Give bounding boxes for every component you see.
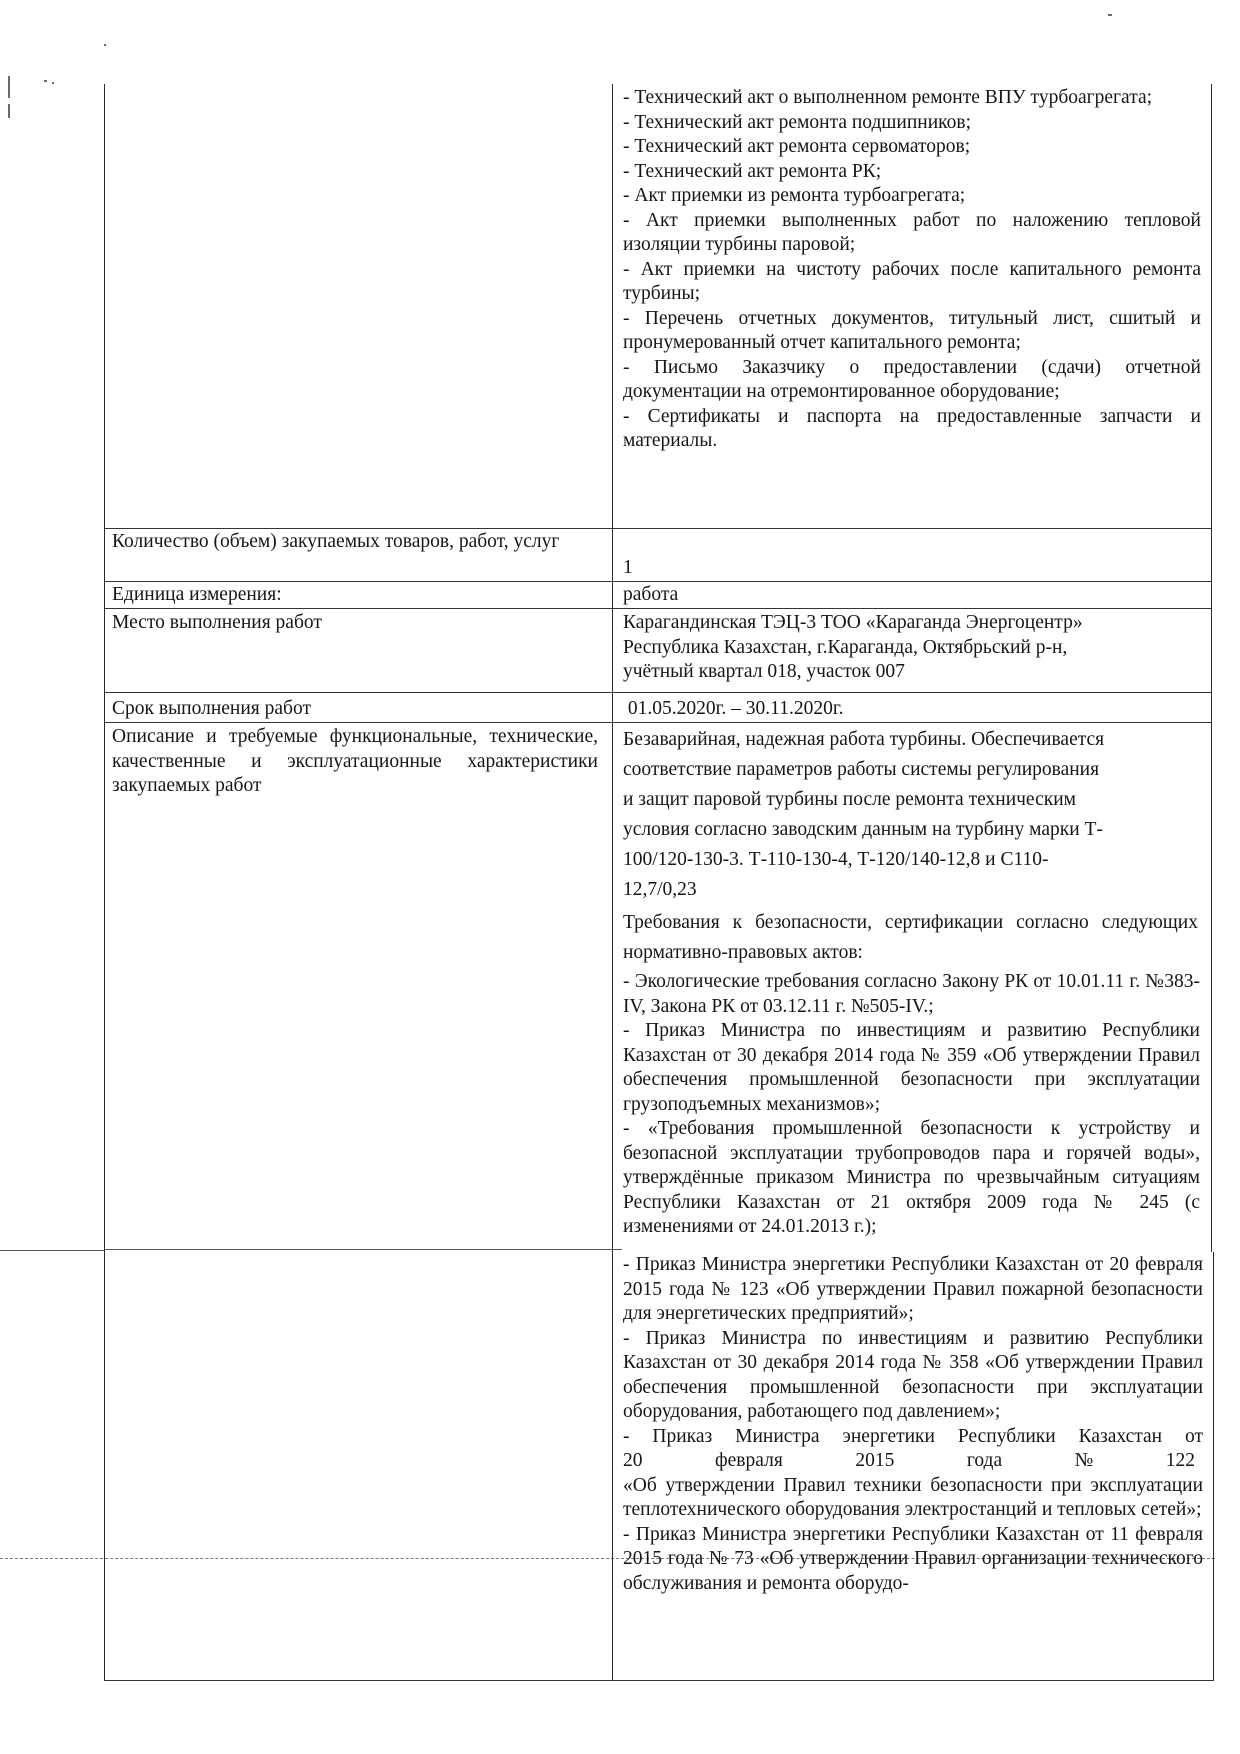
place-label-text: Место выполнения работ xyxy=(112,612,322,633)
description-line: и защит паровой турбины после ремонта техническим xyxy=(623,789,1076,810)
table-border-right xyxy=(1211,84,1212,1252)
scan-speck xyxy=(52,82,54,84)
regulation-item: - Приказ Министра по инвестициям и развитию Республики Казахстан от 30 декабря 2014 года № 358 «Об утверждении Правил обеспечения промышленной безопасности при эксплуатации оборудования, работающего под давлением»; xyxy=(623,1327,1203,1422)
unit-value-text: работа xyxy=(623,584,679,605)
term-label-text: Срок выполнения работ xyxy=(112,698,311,719)
regulation-word: 122 xyxy=(1165,1450,1195,1471)
acts-item: - Технический акт ремонта РК; xyxy=(623,160,882,182)
regulations-list-lower xyxy=(623,1253,1203,1596)
regulation-item: - «Требования промышленной безопасности к устройству и безопасной эксплуатации трубопроводов пара и горячей воды», утверждённые приказом Министра по чрезвычайным ситуациям Республики Казахстан от 21 октября 2009 года № 245 (с изменениями от 24.01.2013 г.); xyxy=(623,1118,1200,1237)
scan-speck xyxy=(8,76,10,98)
table-column-divider xyxy=(612,84,613,1680)
scan-speck xyxy=(44,80,47,82)
fold-line xyxy=(104,1249,622,1250)
place-value-line: Республика Казахстан, г.Караганда, Октябрьский р-н, xyxy=(623,636,1068,658)
row-divider xyxy=(104,608,1212,609)
row-divider xyxy=(104,528,1212,529)
row-divider xyxy=(104,692,1212,693)
term-label xyxy=(112,697,592,722)
description-line: 100/120-130-3. Т-110-130-4, Т-120/140-12,8 и С110- xyxy=(623,849,1049,870)
description-para1 xyxy=(623,725,1183,905)
row-divider xyxy=(104,581,1212,582)
place-value-line: учётный квартал 018, участок 007 xyxy=(623,661,905,682)
safety-requirements-intro: Требования к безопасности, сертификации согласно следующих нормативно-правовых актов: xyxy=(623,912,1198,963)
regulations-list-upper xyxy=(623,970,1200,1240)
description-line: условия согласно заводским данным на турбину марки Т- xyxy=(623,819,1103,840)
regulation-item: - Приказ Министра энергетики Республики Казахстан от 11 февраля 2015 года № 73 «Об утверждении Правил организации технического обслуживания и ремонта оборудо- xyxy=(623,1523,1203,1594)
quantity-value xyxy=(623,556,1201,581)
description-line: Безаварийная, надежная работа турбины. Обеспечивается xyxy=(623,729,1105,750)
regulation-item: - Экологические требования согласно Закону РК от 10.01.11 г. №383-IV, Закона РК от 03.12.11 г. №505-IV.; xyxy=(623,971,1200,1017)
unit-label-text: Единица измерения: xyxy=(112,584,282,605)
acts-item: - Технический акт ремонта сервоматоров; xyxy=(623,136,971,157)
scan-speck xyxy=(8,104,10,118)
description-line: соответствие параметров работы системы регулирования xyxy=(623,759,1100,780)
quantity-label xyxy=(112,530,592,555)
regulation-word: года xyxy=(966,1450,1003,1471)
quantity-label-text: Количество (объем) закупаемых товаров, работ, услуг xyxy=(112,531,560,552)
term-value xyxy=(623,697,1201,722)
regulation-item-spread-line xyxy=(623,1449,1203,1474)
regulation-word: 2015 xyxy=(855,1450,895,1471)
acts-item: - Акт приемки на чистоту рабочих после капитального ремонта турбины; xyxy=(623,258,1201,304)
term-value-text: 01.05.2020г. – 30.11.2020г. xyxy=(623,698,844,719)
acts-item: - Технический акт ремонта подшипников; xyxy=(623,111,972,133)
place-label xyxy=(112,611,592,636)
acts-item: - Акт приемки из ремонта турбоагрегата; xyxy=(623,185,966,206)
table-border-bottom xyxy=(104,1680,1214,1681)
regulation-item: «Об утверждении Правил техники безопасности при эксплуатации теплотехнического оборудования электростанций и тепловых сетей»; xyxy=(623,1474,1203,1520)
description-para2 xyxy=(623,908,1198,968)
table-border-right-lower xyxy=(1213,1252,1214,1680)
description-label-text: Описание и требуемые функциональные, технические, качественные и эксплуатационные характеристики закупаемых работ xyxy=(112,726,598,796)
description-label xyxy=(112,725,598,799)
description-line: 12,7/0,23 xyxy=(623,879,697,900)
fold-line xyxy=(0,1250,104,1251)
regulation-item: - Приказ Министра энергетики Республики Казахстан от 20 февраля 2015 года № 123 «Об утверждении Правил пожарной безопасности для энергетических предприятий»; xyxy=(623,1254,1203,1324)
acts-item: - Технический акт о выполненном ремонте ВПУ турбоагрегата; xyxy=(623,87,1153,108)
place-value-line: Карагандинская ТЭЦ-3 ТОО «Караганда Энергоцентр» xyxy=(623,612,1083,633)
acts-list xyxy=(623,86,1201,454)
regulation-item-line: - Приказ Министра энергетики Республики Казахстан от xyxy=(623,1425,1203,1447)
acts-item: - Акт приемки выполненных работ по наложению тепловой изоляции турбины паровой; xyxy=(623,209,1201,255)
regulation-word: февраля xyxy=(715,1450,783,1471)
unit-label xyxy=(112,583,592,608)
place-value xyxy=(623,611,1201,685)
quantity-value-text: 1 xyxy=(623,557,633,578)
regulation-word: 20 xyxy=(623,1450,643,1471)
unit-value xyxy=(623,583,1201,608)
acts-item: - Письмо Заказчику о предоставлении (сдачи) отчетной документации на отремонтированное оборудование; xyxy=(623,356,1201,402)
acts-item: - Сертификаты и паспорта на предоставленные запчасти и материалы. xyxy=(623,405,1201,451)
scan-speck xyxy=(1108,14,1112,16)
regulation-item: - Приказ Министра по инвестициям и развитию Республики Казахстан от 30 декабря 2014 года № 359 «Об утверждении Правил обеспечения промышленной безопасности при эксплуатации грузоподъемных механизмов»; xyxy=(623,1020,1200,1115)
scan-speck xyxy=(104,44,106,46)
regulation-word: № xyxy=(1074,1450,1094,1471)
row-divider xyxy=(104,722,1212,723)
table-border-left xyxy=(104,84,105,1680)
acts-item: - Перечень отчетных документов, титульный лист, сшитый и пронумерованный отчет капитального ремонта; xyxy=(623,307,1201,353)
